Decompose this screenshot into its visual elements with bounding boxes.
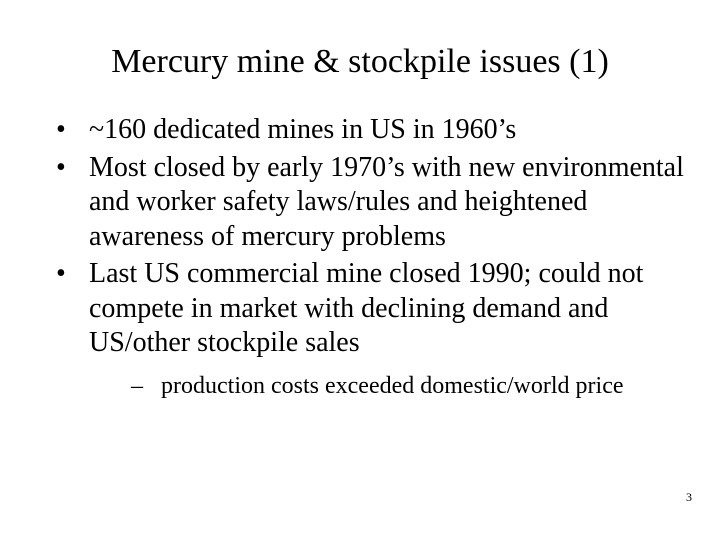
sub-bullet-item <box>131 371 696 401</box>
bullet-item <box>56 257 696 401</box>
bullet-marker: • <box>56 114 66 145</box>
sub-bullet-marker: – <box>131 372 143 399</box>
bullet-text: ~160 dedicated mines in US in 1960’s <box>89 114 517 145</box>
bullet-item <box>56 151 696 255</box>
bullet-text: Most closed by early 1970’s with new environmental and worker safety laws/rules and heightened awareness of mercury problems <box>89 151 684 252</box>
bullet-item <box>56 113 696 148</box>
slide-title: Mercury mine & stockpile issues (1) <box>111 43 609 80</box>
bullet-marker: • <box>56 258 66 289</box>
bullet-marker: • <box>56 151 66 183</box>
bullet-list <box>56 113 696 404</box>
page-number: 3 <box>686 490 692 504</box>
sub-bullet-text: production costs exceeded domestic/world price <box>161 372 624 399</box>
bullet-text: Last US commercial mine closed 1990; could not compete in market with declining demand and US/other stockpile sales <box>89 258 644 358</box>
